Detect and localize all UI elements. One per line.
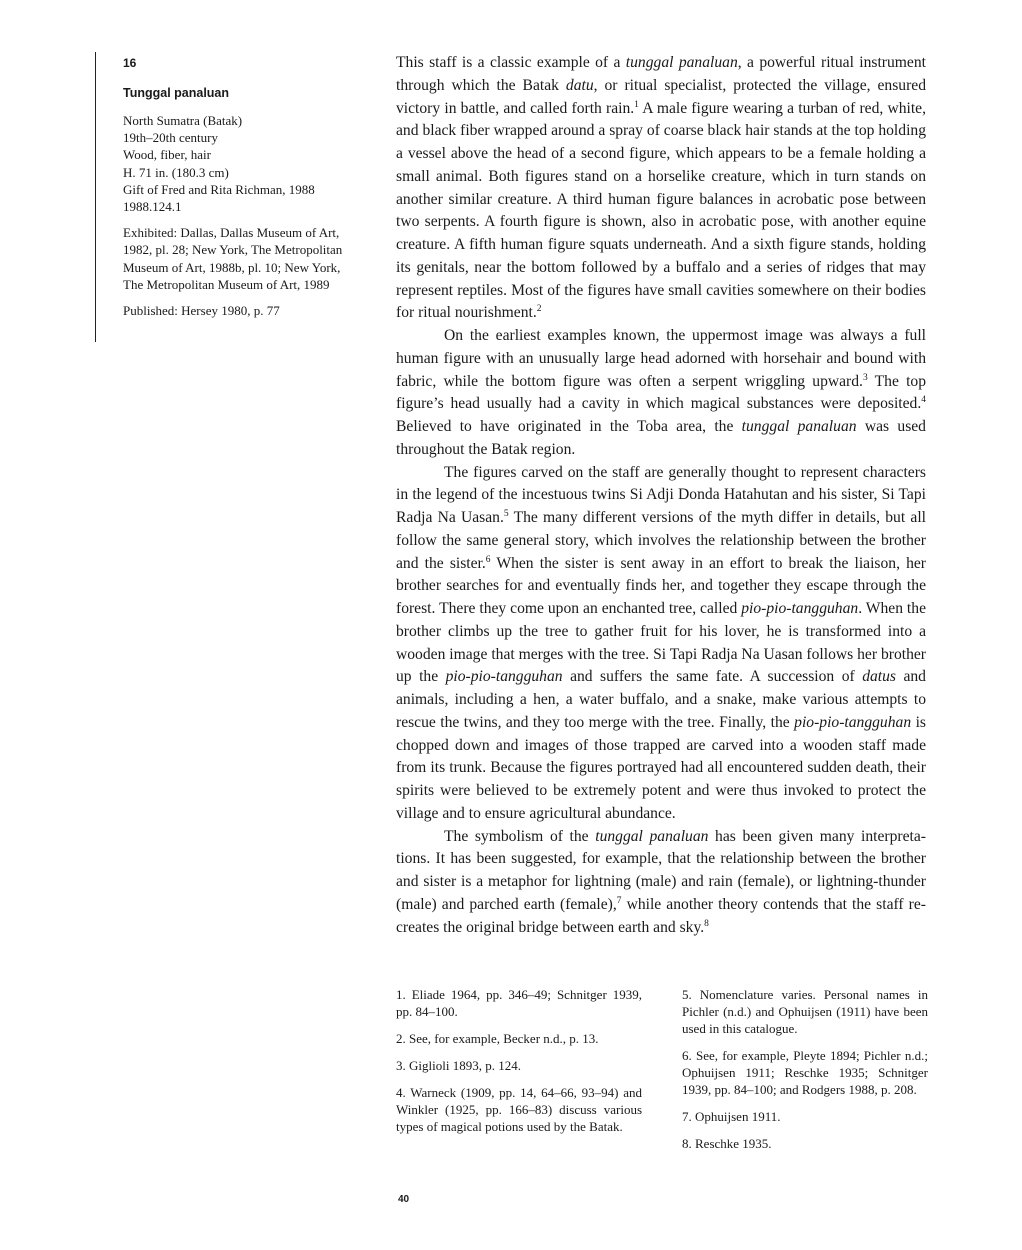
italic-term: pio-pio-tangguhan bbox=[445, 668, 563, 686]
footnotes bbox=[396, 986, 928, 1162]
catalogue-title: Tunggal panaluan bbox=[123, 86, 230, 100]
essay-body bbox=[396, 52, 926, 939]
italic-term: tunggal panaluan bbox=[741, 418, 857, 435]
footnote-ref: 5 bbox=[503, 508, 509, 519]
italic-term: datu bbox=[565, 76, 594, 94]
footnote: 1. Eliade 1964, pp. 346–49; Schnitger 1939, pp. 84–100. bbox=[396, 987, 642, 1019]
italic-term: tunggal panaluan bbox=[595, 827, 709, 845]
footnote-ref: 7 bbox=[616, 895, 622, 906]
detail-accession-number: 1988.124.1 bbox=[123, 199, 182, 215]
footnote: 4. Warneck (1909, pp. 14, 64–66, 93–94) and Winkler (1925, pp. 166–83) discuss various types of magical potions used by the Batak. bbox=[396, 1085, 642, 1134]
footnote: 2. See, for example, Becker n.d., p. 13. bbox=[396, 1031, 599, 1046]
footnote-ref: 3 bbox=[862, 372, 868, 383]
detail-provenance: North Sumatra (Batak) bbox=[123, 113, 243, 128]
footnote: 6. See, for example, Pleyte 1894; Pichler n.d.; Ophuijsen 1911; Reschke 1935; Schnitger 1939, pp. 84–100; and Rodgers 1988, p. 208. bbox=[682, 1048, 928, 1097]
footnote: 3. Giglioli 1893, p. 124. bbox=[396, 1058, 521, 1073]
object-details bbox=[123, 112, 363, 215]
italic-term: tunggal panaluan bbox=[625, 54, 738, 71]
footnote-ref: 8 bbox=[704, 918, 709, 929]
footnote: 7. Ophuijsen 1911. bbox=[682, 1109, 781, 1124]
italic-term: pio-pio-tangguhan bbox=[741, 600, 859, 617]
detail-credit-line: Gift of Fred and Rita Richman, 1988 bbox=[123, 181, 315, 197]
italic-term: pio-pio-tangguhan bbox=[794, 713, 912, 731]
exhibition-history: Exhibited: Dallas, Dallas Museum of Art, 1982, pl. 28; New York, The Metropolitan Museum of Art, 1988b, pl. 10; New York, The Metropolitan Museum of Art, 1989 bbox=[123, 225, 343, 292]
footnote: 8. Reschke 1935. bbox=[682, 1136, 772, 1151]
page-number: 40 bbox=[398, 1194, 410, 1205]
footnotes-right-column bbox=[682, 986, 928, 1162]
footnote-ref: 4 bbox=[921, 395, 926, 406]
footnote-ref: 2 bbox=[536, 304, 542, 315]
italic-term: datus bbox=[862, 668, 896, 686]
catalogue-entry-sidebar bbox=[95, 52, 363, 342]
catalogue-number: 16 bbox=[123, 56, 137, 70]
publication-history: Published: Hersey 1980, p. 77 bbox=[123, 303, 280, 319]
footnotes-left-column bbox=[396, 986, 642, 1162]
detail-date: 19th–20th century bbox=[123, 130, 218, 146]
paragraph: The symbolism of the tunggal panaluan has been given many interpretations. It has been suggested, for example, that the relationship between the brother and sister is a metaphor for lightning (male) and rain (female), or lightning-thunder (male) and parched earth (female),$^7$ while another theory contends that the staff re-creates the original bridge between earth and sky.$^8$ bbox=[396, 827, 926, 936]
paragraph: The figures carved on the staff are generally thought to represent characters in the legend of the incestuous twins Si Adji Donda Hatahutan and his sister, Si Tapi Radja Na Uasan.$^5$ The many different versions of the myth differ in details, but all follow the same general story, which involves the relationship between the brother and the sister.$^6$ When the sister is sent away in an effort to break the liaison, her brother searches for and eventually finds her, and together they escape through the forest. There they come upon an enchanted tree, called pio-pio-tangguhan. When the brother climbs up the tree to gather fruit for his lover, he is transformed into a wooden image that merges with the tree. Si Tapi Radja Na Uasan follows her brother up the pio-pio-tangguhan and suffers the same fate. A succession of datus and animals, including a hen, a water buffalo, and a snake, make various attempts to rescue the twins, and they too merge with the tree. Finally, the pio-pio-tangguhan is chopped down and images of those trapped are carved into a wooden staff made from its trunk. Because the figures portrayed had all encountered sudden death, their spirits were believed to be extremely potent and were thus invoked to protect the village and to ensure agricultural abundance. bbox=[396, 463, 926, 822]
footnote-ref: 6 bbox=[485, 554, 491, 565]
detail-medium: Wood, fiber, hair bbox=[123, 147, 211, 163]
detail-dimensions: H. 71 in. (180.3 cm) bbox=[123, 164, 229, 180]
paragraph: On the earliest examples known, the uppermost image was always a full human figure with an unusually large head adorned with horsehair and bound with fabric, while the bottom figure was often a serpent wriggling upward.$^3$ The top figure’s head usually had a cavity in which magical substances were deposited.$^4$ Believed to have originated in the Toba area, the tunggal panaluan was used throughout the Batak region. bbox=[396, 327, 926, 458]
footnote-ref: 1 bbox=[634, 99, 639, 110]
footnote: 5. Nomenclature varies. Personal names in Pichler (n.d.) and Ophuijsen (1911) have been used in this catalogue. bbox=[682, 987, 928, 1036]
paragraph: This staff is a classic example of a tunggal panaluan, a powerful ritual instrument through which the Batak datu, or ritual specialist, protected the village, ensured victory in battle, and called forth rain.$^1$ A male figure wearing a turban of red, white, and black fiber wrapped around a spray of coarse black hair stands at the top holding a vessel above the head of a second figure, which appears to be a female holding a small animal. Both figures stand on a horselike creature, which in turn stands on another similar creature. A third human figure balances in acrobatic pose between two serpents. A fourth figure is shown, also in acrobatic pose, with another equine creature. A fifth human figure squats underneath. And a sixth figure stands, holding its genitals, near the bottom followed by a buffalo and a series of ridges that may represent reptiles. Most of the figures have small cavities somewhere on their bodies for ritual nourishment.$^2$ bbox=[396, 54, 926, 322]
